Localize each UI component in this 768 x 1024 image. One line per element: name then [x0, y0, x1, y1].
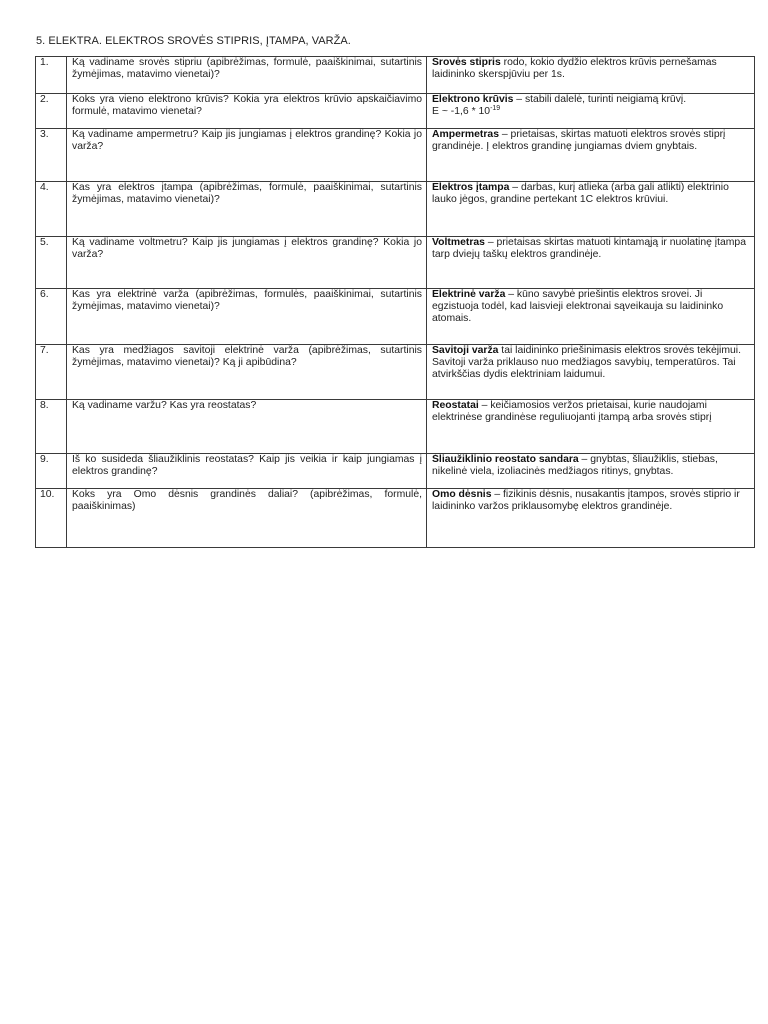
answer-term: Elektrinė varža: [432, 289, 506, 300]
question-cell: Koks yra Omo dėsnis grandinės daliai? (apibrėžimas, formulė, paaiškinimas): [67, 489, 427, 548]
row-number: 1.: [36, 57, 67, 94]
table-row: [36, 182, 755, 237]
answer-text: tai laidininko priešinimasis elektros srovės tekėjimui. Savitoji varža priklauso nuo medžiagos savybių, temperatūros. Tai atvirkščias dydis elektriniam laidumui.: [432, 345, 741, 380]
page-title: 5. ELEKTRA. ELEKTROS SROVĖS STIPRIS, ĮTAMPA, VARŽA.: [36, 35, 351, 47]
row-number: 7.: [36, 345, 67, 400]
table-row: [36, 289, 755, 345]
answer-cell: [427, 345, 755, 400]
answer-term: Elektros įtampa: [432, 182, 510, 193]
qa-table: [35, 56, 755, 548]
question-cell: Ką vadiname varžu? Kas yra reostatas?: [67, 400, 427, 454]
answer-text: – stabili dalelė, turinti neigiamą krūvį.: [513, 94, 687, 105]
answer-cell: [427, 57, 755, 94]
question-cell: Kas yra elektrinė varža (apibrėžimas, formulės, paaiškinimai, sutartinis žymėjimas, matavimo vienetai)?: [67, 289, 427, 345]
question-cell: Ką vadiname voltmetru? Kaip jis jungiamas į elektros grandinę? Kokia jo varža?: [67, 237, 427, 289]
table-row: [36, 57, 755, 94]
table-row: [36, 454, 755, 489]
answer-term: Reostatai: [432, 400, 479, 411]
table-row: [36, 400, 755, 454]
answer-cell: [427, 94, 755, 129]
answer-cell: [427, 489, 755, 548]
question-cell: Koks yra vieno elektrono krūvis? Kokia yra elektros krūvio apskaičiavimo formulė, matavimo vienetai?: [67, 94, 427, 129]
answer-cell: [427, 237, 755, 289]
answer-cell: [427, 129, 755, 182]
question-cell: Ką vadiname ampermetru? Kaip jis jungiamas į elektros grandinę? Kokia jo varža?: [67, 129, 427, 182]
question-cell: Ką vadiname srovės stipriu (apibrėžimas, formulė, paaiškinimai, sutartinis žymėjimas, matavimo vienetai)?: [67, 57, 427, 94]
answer-term: Ampermetras: [432, 129, 499, 140]
answer-cell: [427, 182, 755, 237]
row-number: 3.: [36, 129, 67, 182]
answer-term: Elektrono krūvis: [432, 94, 514, 105]
question-cell: Iš ko susideda šliaužiklinis reostatas? Kaip jis veikia ir kaip jungiamas į elektros grandinę?: [67, 454, 427, 489]
table-row: [36, 94, 755, 129]
row-number: 9.: [36, 454, 67, 489]
answer-cell: [427, 400, 755, 454]
answer-text: – kūno savybė priešintis elektros srovei. Ji egzistuoja todėl, kad laisvieji elektronai sąveikauja su laidininko atomais.: [432, 289, 724, 324]
row-number: 4.: [36, 182, 67, 237]
answer-cell: [427, 454, 755, 489]
row-number: 2.: [36, 94, 67, 129]
table-row: [36, 237, 755, 289]
table-row: [36, 129, 755, 182]
answer-text: – prietaisas skirtas matuoti kintamąją ir nuolatinę įtampa tarp dviejų taškų elektros grandinėje.: [432, 237, 746, 260]
answer-term: Omo dėsnis: [432, 489, 492, 500]
row-number: 5.: [36, 237, 67, 289]
answer-text: – gnybtas, šliaužiklis, stiebas, nikelinė viela, izoliacinės medžiagos ritinys, gnybtas.: [432, 454, 718, 477]
answer-term: Savitoji varža: [432, 345, 499, 356]
row-number: 10.: [36, 489, 67, 548]
question-cell: Kas yra elektros įtampa (apibrėžimas, formulė, paaiškinimai, sutartinis žymėjimas, matavimo vienetai)?: [67, 182, 427, 237]
answer-term: Voltmetras: [432, 237, 485, 248]
answer-text: – keičiamosios veržos prietaisai, kurie naudojami elektrinėse grandinėse reguliuojanti įtampą arba srovės stiprį: [432, 400, 712, 423]
question-cell: Kas yra medžiagos savitoji elektrinė varža (apibrėžimas, sutartinis žymėjimas, matavimo vienetai)? Ką ji apibūdina?: [67, 345, 427, 400]
answer-term: Šliaužiklinio reostato sandara: [432, 454, 579, 465]
row-number: 6.: [36, 289, 67, 345]
answer-text: – fizikinis dėsnis, nusakantis įtampos, srovės stiprio ir laidininko varžos priklausomybę elektros grandinėje.: [432, 489, 740, 512]
answer-text: – darbas, kurį atlieka (arba gali atlikti) elektrinio lauko jėgos, grandine pertekant 1C elektros krūviui.: [432, 182, 729, 205]
row-number: 8.: [36, 400, 67, 454]
table-row: [36, 345, 755, 400]
answer-formula: E ~ -1,6 * 10: [432, 106, 491, 117]
answer-cell: [427, 289, 755, 345]
answer-term: Srovės stipris: [432, 57, 501, 68]
answer-text: – prietaisas, skirtas matuoti elektros srovės stiprį grandinėje. Į elektros grandinę jungiamas dviem gnybtais.: [432, 129, 726, 152]
answer-text: rodo, kokio dydžio elektros krūvis pernešamas laidininko skerspjūviu per 1s.: [432, 57, 717, 80]
answer-formula-exponent: -19: [490, 105, 501, 112]
table-row: [36, 489, 755, 548]
